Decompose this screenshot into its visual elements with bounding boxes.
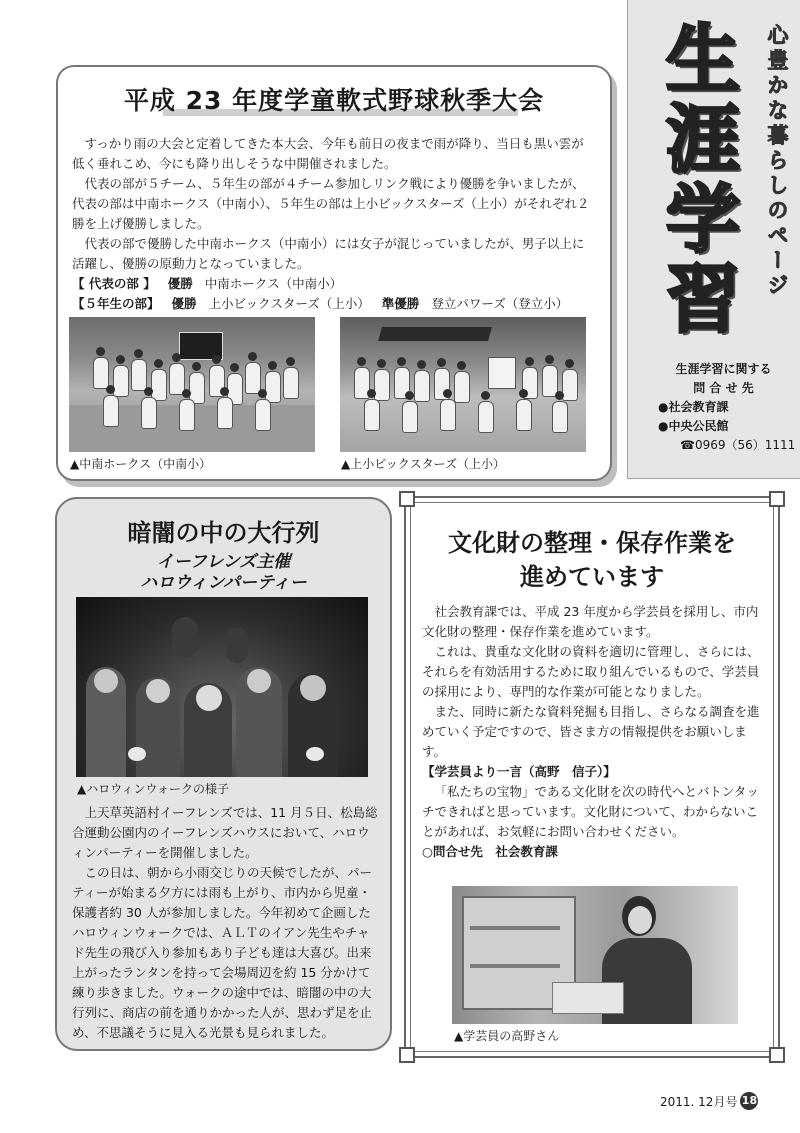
contact-block <box>628 360 800 455</box>
halloween-title: 暗闇の中の大行列 <box>127 519 320 547</box>
title-char: 学 <box>666 177 740 263</box>
baseball-article <box>56 65 612 481</box>
title-char: 涯 <box>666 97 740 183</box>
tent <box>378 327 492 341</box>
baseball-paragraph-1: すっかり雨の大会と定着してきた本大会、今年も前日の夜まで雨が降り、当日も黒い雲が低く垂れこめ、今にも降り出しそうな中開催されました。 <box>72 136 584 171</box>
baseball-paragraph-2: 代表の部が５チーム、５年生の部が４チーム参加しリンク戦により優勝を争いましたが、代表の部は中南ホークス（中南小）、５年生の部は上小ビックスターズ（上小）がそれぞれ２勝を上げ優勝しました。 <box>72 176 590 231</box>
contact-item: ●社会教育課 <box>658 400 729 414</box>
baseball-body <box>72 134 596 314</box>
result-key: 優勝 <box>171 296 197 311</box>
lifelong-learning-sidebar <box>627 0 800 479</box>
result-fifth-grade <box>72 294 596 314</box>
curator-comment: 「私たちの宝物」である文化財を次の時代へとバトンタッチできればと思っています。文化財について、わからないことがあれば、お気軽にお問い合わせください。 <box>422 784 759 839</box>
page-number: 18 <box>740 1092 758 1110</box>
baseball-paragraph-3: 代表の部で優勝した中南ホークス（中南小）には女子が混じっていましたが、男子以上に活躍し、優勝の原動力となっていました。 <box>72 236 585 271</box>
culture-contact: ○問合せ先 社会教育課 <box>422 844 558 859</box>
result-key: 優勝 <box>167 276 193 291</box>
frame-corner <box>769 491 785 507</box>
certificate <box>488 357 516 389</box>
team-photo-chunan <box>69 317 315 452</box>
culture-title: 文化財の整理・保存作業を <box>448 529 736 557</box>
result-label: 【 代表の部 】 <box>72 276 156 291</box>
comment-heading: 【学芸員より一言（高野 信子）】 <box>422 764 616 779</box>
halloween-subtitle: イーフレンズ主催 <box>156 552 291 572</box>
contact-item: ●中央公民館 <box>658 419 729 433</box>
team-photo-kamisho <box>340 317 586 452</box>
page-footer <box>660 1092 758 1110</box>
result-representative <box>72 274 596 294</box>
sidebar-title <box>666 17 746 343</box>
culture-paragraph-1: 社会教育課では、平成 23 年度から学芸員を採用し、市内文化財の整理・保存作業を進めています。 <box>422 604 759 639</box>
halloween-photo <box>76 597 368 777</box>
cultural-assets-article <box>404 496 780 1058</box>
curator-photo <box>452 886 738 1024</box>
frame-corner <box>399 1047 415 1063</box>
culture-paragraph-2: これは、貴重な文化財の資料を適切に管理し、さらには、それらを有効活用するために取り組んでいるもので、学芸員の採用により、専門的な作業が可能となりました。 <box>422 644 760 699</box>
culture-body <box>422 602 762 862</box>
culture-paragraph-3: また、同時に新たな資料発掘も目指し、さらなる調査を進めていく予定ですので、皆さま方の情報提供をお願いします。 <box>422 704 760 759</box>
result-value-2: 登立パワーズ（登立小） <box>431 296 569 311</box>
halloween-paragraph-1: 上天草英語村イーフレンズでは、11 月５日、松島総合運動公園内のイーフレンズハウスにおいて、ハロウィンパーティーを開催しました。 <box>72 805 378 860</box>
halloween-subtitle-2: ハロウィンパーティー <box>140 573 307 593</box>
title-char: 生 <box>666 17 740 103</box>
frame-corner <box>399 491 415 507</box>
contact-heading: 生涯学習に関する <box>675 362 772 376</box>
halloween-caption: ▲ハロウィンウォークの様子 <box>77 782 230 796</box>
frame-corner <box>769 1047 785 1063</box>
result-value: 上小ビックスターズ（上小） <box>208 296 370 311</box>
phone-number: ☎0969（56）1111 <box>680 438 796 452</box>
curator-caption: ▲学芸員の高野さん <box>454 1029 560 1043</box>
sidebar-subtitle: 心豊かな暮らしのページ <box>765 24 789 299</box>
contact-heading-2: 問 合 せ 先 <box>693 381 754 395</box>
title-char: 習 <box>666 257 740 343</box>
halloween-article <box>55 497 392 1051</box>
baseball-title: 平成 23 年度学童軟式野球秋季大会 <box>123 86 545 115</box>
result-value: 中南ホークス（中南小） <box>204 276 343 291</box>
issue-label: 2011. 12月号 <box>660 1094 738 1109</box>
photo-caption: ▲上小ビックスターズ（上小） <box>341 457 506 471</box>
halloween-paragraph-2: この日は、朝から小雨交じりの天候でしたが、パーティーが始まる夕方には雨も上がり、市内から児童・保護者約 30 人が参加しました。今年初めて企画したハロウィンウォークでは、ＡＬＴのイアン先生やチャド先生の飛び入り参加もあり子ども達は大喜び。出来上がったランタンを持って会場周辺を約 15 分かけて練り歩きました。ウォークの途中では、暗闇の中の大行列に、商店の前を通りかかった人が、思わず足を止め、不思議そうに見入る光景も見られました。 <box>72 865 373 1040</box>
result-label: 【５年生の部】 <box>72 296 160 311</box>
halloween-body <box>72 803 378 1043</box>
result-key-2: 準優勝 <box>381 296 420 311</box>
culture-title-2: 進めています <box>520 563 664 591</box>
photo-caption: ▲中南ホークス（中南小） <box>70 457 212 471</box>
